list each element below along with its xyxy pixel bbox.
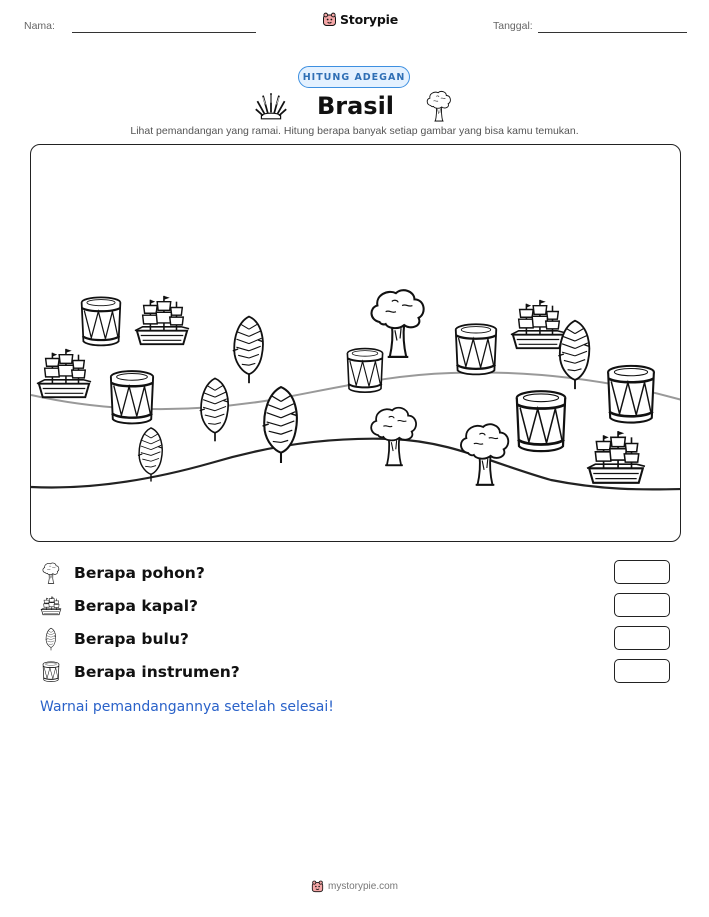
feather-1 (233, 317, 264, 384)
question-text: Berapa bulu? (74, 630, 189, 648)
name-line[interactable] (72, 32, 256, 33)
drum-2 (111, 371, 153, 423)
question-text: Berapa kapal? (74, 597, 199, 615)
answer-box-ships[interactable] (614, 593, 670, 617)
drum-5 (517, 391, 565, 451)
ship-2 (37, 349, 91, 397)
tree-2 (371, 408, 416, 465)
feather-4 (138, 428, 163, 482)
answer-box-feathers[interactable] (614, 626, 670, 650)
activity-badge: HITUNG ADEGAN (298, 66, 410, 88)
drum-1 (82, 297, 121, 345)
ship-icon (40, 595, 62, 617)
scene-picture (30, 144, 681, 542)
ship-4 (587, 431, 645, 483)
tree-icon (424, 90, 454, 122)
coloring-note: Warnai pemandangannya setelah selesai! (40, 699, 334, 715)
question-trees (40, 559, 670, 587)
mascot-icon (311, 880, 324, 893)
tree-1 (371, 290, 423, 357)
headdress-icon (255, 91, 287, 121)
foreground-hill-line (31, 439, 681, 490)
drum-6 (608, 366, 654, 423)
ship-3 (511, 300, 565, 348)
answer-box-instruments[interactable] (614, 659, 670, 683)
ship-1 (135, 296, 189, 344)
feather-icon (44, 627, 58, 651)
question-feathers (40, 625, 670, 653)
answer-box-trees[interactable] (614, 560, 670, 584)
footer (0, 880, 709, 893)
tree-icon (41, 562, 61, 584)
footer-url[interactable]: mystorypie.com (327, 881, 398, 892)
date-line[interactable] (538, 32, 687, 33)
brand-name: Storypie (340, 12, 398, 27)
feather-2 (200, 378, 229, 441)
question-instruments (40, 658, 670, 686)
feather-3 (263, 387, 298, 463)
question-text: Berapa pohon? (74, 564, 205, 582)
date-label: Tanggal: (493, 20, 533, 32)
drum-icon (42, 661, 60, 683)
brand-logo (322, 12, 398, 27)
mascot-icon (322, 12, 337, 27)
drum-4 (456, 324, 496, 374)
question-ships (40, 592, 670, 620)
drum-3 (347, 349, 382, 393)
name-label: Nama: (24, 20, 55, 32)
instructions: Lihat pemandangan yang ramai. Hitung berapa banyak setiap gambar yang bisa kamu temukan. (130, 125, 579, 137)
page-title: Brasil (316, 92, 395, 120)
tree-3 (461, 424, 508, 485)
question-text: Berapa instrumen? (74, 663, 240, 681)
